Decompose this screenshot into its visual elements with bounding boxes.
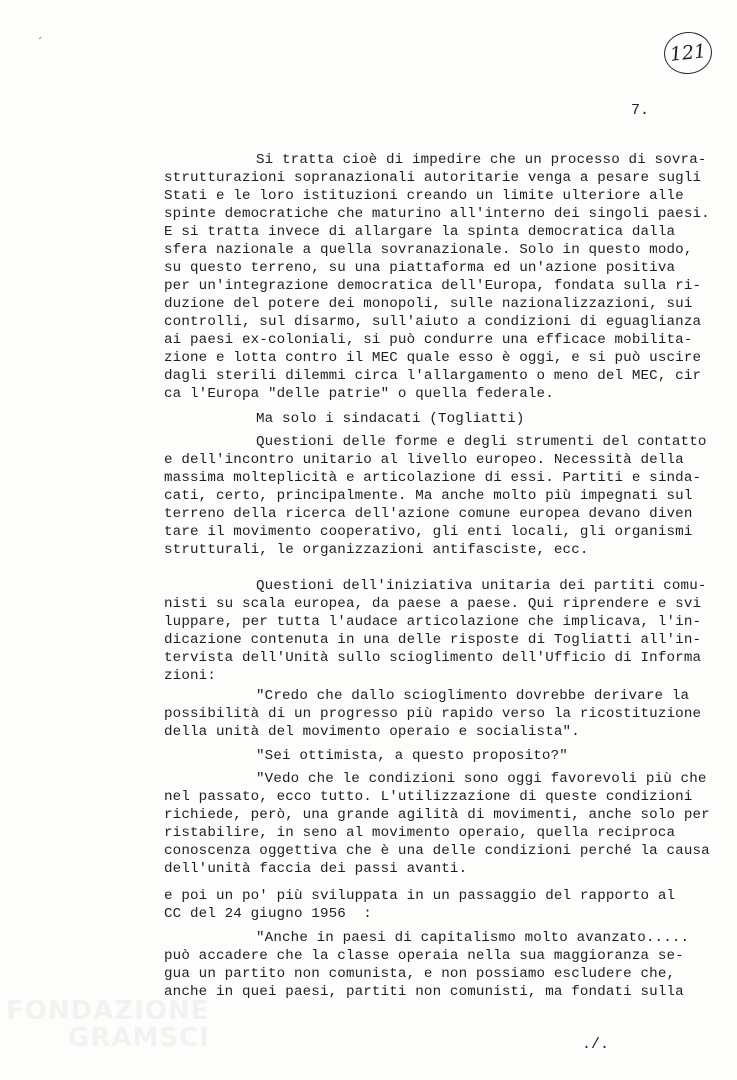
text-line: controlli, sul disarmo, sull'aiuto a condizioni di eguaglianza [164, 314, 702, 330]
text-line: zione e lotta contro il MEC quale esso è oggi, e si può uscire [164, 350, 702, 366]
text-line: dicazione contenuta in una delle risposte di Togliatti all'in- [164, 632, 702, 648]
text-line: può accadere che la classe operaia nella sua maggioranza se- [164, 948, 684, 964]
text-line: "Sei ottimista, a questo proposito?" [256, 748, 568, 764]
text-line: Questioni delle forme e degli strumenti del contatto [256, 434, 707, 450]
text-line: nel passato, ecco tutto. L'utilizzazione di queste condizioni [164, 789, 693, 805]
text-line: Si tratta cioè di impedire che un processo di sovra- [256, 152, 707, 168]
page-number: 7. [631, 102, 650, 119]
page-stamp [662, 30, 714, 77]
text-line: duzione del potere dei monopoli, sulle nazionalizzazioni, sui [164, 296, 693, 312]
text-line: su questo terreno, su una piattaforma ed un'azione positiva [164, 260, 676, 276]
text-line: "Vedo che le condizioni sono oggi favorevoli più che [256, 771, 707, 787]
watermark-logo [6, 998, 210, 1052]
text-line: gua un partito non comunista, e non possiamo escludere che, [164, 966, 676, 982]
text-line: conoscenza oggettiva che è una delle condizioni perché la causa [164, 843, 710, 859]
text-line: dagli sterili dilemmi circa l'allargamento o meno del MEC, cir [164, 368, 702, 384]
text-line: possibilità di un progresso più rapido verso la ricostituzione [164, 706, 702, 722]
text-line: ca l'Europa "delle patrie" o quella federale. [164, 386, 554, 402]
text-line: e dell'incontro unitario al livello europeo. Necessità della [164, 452, 684, 468]
margin-mark: ´ [36, 36, 45, 52]
text-line: tervista dell'Unità sullo scioglimento dell'Ufficio di Informa [164, 650, 702, 666]
text-line: massima molteplicità e articolazione di essi. Partiti e sinda- [164, 470, 702, 486]
watermark-line-2 [6, 1025, 210, 1052]
text-line: terreno della ricerca dell'azione comune europea devano diven [164, 506, 693, 522]
text-line: spinte democratiche che maturino all'interno dei singoli paesi. [164, 206, 710, 222]
text-line: Questioni dell'iniziativa unitaria dei partiti comu- [256, 578, 707, 594]
text-line: Stati e le loro istituzioni creando un limite ulteriore alle [164, 188, 684, 204]
text-line: della unità del movimento operaio e socialista". [164, 724, 580, 740]
text-line: Ma solo i sindacati (Togliatti) [256, 411, 525, 427]
text-line: luppare, per tutta l'audace articolazione che implicava, l'in- [164, 614, 702, 630]
text-line: strutturali, le organizzazioni antifasciste, ecc. [164, 542, 589, 558]
text-line: CC del 24 giugno 1956 : [164, 906, 372, 922]
text-line: richiede, però, una grande agilità di movimenti, anche solo per [164, 807, 710, 823]
text-line: ai paesi ex-coloniali, si può condurre una efficace mobilita- [164, 332, 693, 348]
watermark-line-1 [6, 998, 210, 1025]
text-line: strutturazioni sopranazionali autoritarie venga a pesare sugli [164, 170, 702, 186]
text-line: tare il movimento cooperativo, gli enti locali, gli organismi [164, 524, 693, 540]
text-line: dell'unità faccia dei passi avanti. [164, 861, 468, 877]
text-line: E si tratta invece di allargare la spinta democratica dalla [164, 224, 676, 240]
text-line: nisti su scala europea, da paese a paese. Qui riprendere e svi [164, 596, 702, 612]
continuation-mark: ./. [582, 1036, 610, 1053]
text-line: zioni: [164, 668, 216, 684]
text-line: sfera nazionale a quella sovranazionale. Solo in questo modo, [164, 242, 693, 258]
text-line: "Anche in paesi di capitalismo molto avanzato..... [256, 930, 690, 946]
stamp-number: 121 [668, 40, 708, 66]
text-line: cati, certo, principalmente. Ma anche molto più impegnati sul [164, 488, 693, 504]
text-line: anche in quei paesi, partiti non comunisti, ma fondati sulla [164, 984, 684, 1000]
text-line: e poi un po' più sviluppata in un passaggio del rapporto al [164, 888, 676, 904]
text-line: ristabilire, in seno al movimento operaio, quella reciproca [164, 825, 676, 841]
text-line: "Credo che dallo scioglimento dovrebbe derivare la [256, 688, 690, 704]
text-line: per un'integrazione democratica dell'Europa, fondata sulla ri- [164, 278, 702, 294]
